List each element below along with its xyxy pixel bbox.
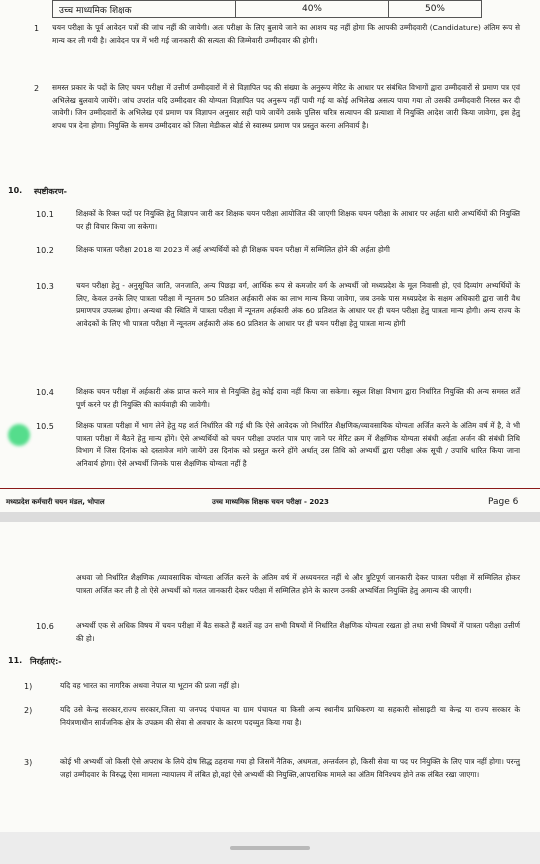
footer-rule xyxy=(0,488,540,489)
section-number: 11. xyxy=(8,656,23,665)
clause-10-5-continued: अथवा जो निर्धारित शैक्षणिक /व्यावसायिक योग्यता अर्जित करने के अंतिम वर्ष में अध्ययनरत नहीं थे और त्रुटिपूर्ण जानकारी देकर पात्रता परीक्षा में सम्मिलित होकर पात्रता अर्जित कर ली है तो ऐसे अभ्यर्थी को गलत जानकारी देकर परीक्षा में सम्मिलित होने के कारण उनकी अभ्यर्थिता नियुक्ति हेतु अमान्य की जाएगी। xyxy=(76,573,520,595)
clause-10-6: अभ्यर्थी एक से अधिक विषय में चयन परीक्षा में बैठ सकते हैं बशर्ते वह उन सभी विषयों में निर्धारित शैक्षणिक योग्यता रखता हो तथा सभी विषयों में पात्रता परीक्षा उत्तीर्ण की हो। xyxy=(76,621,520,643)
section-heading: निरर्हताएं:- xyxy=(30,657,62,666)
clause-10-1: शिक्षकों के रिक्त पदों पर नियुक्ति हेतु विज्ञापन जारी कर शिक्षक चयन परीक्षा आयोजित की जाएगी शिक्षक चयन परीक्षा के आधार पर अर्हता धारी अभ्यर्थियों की नियुक्ति पर ही विचार किया जा सकेगा। xyxy=(76,209,520,231)
document-page-7 xyxy=(0,522,540,832)
table-cell-value-1: 40% xyxy=(236,1,389,18)
section-heading: स्पष्टीकरण- xyxy=(34,187,67,196)
disqualification-number: 2) xyxy=(24,706,33,715)
disqualification-number: 1) xyxy=(24,682,33,691)
paragraph-1: चयन परीक्षा के पूर्व आवेदन पत्रों की जांच नहीं की जायेगी। अतः परीक्षा के लिए बुलाये जाने का आशय यह नहीं होगा कि आपकी उम्मीदवारी (Candidature) अंतिम रूप से मान्य कर ली गयी है। आवेदन पत्र में भरी गई जानकारी की सत्यता की जिम्मेवारी उम्मीदवार की होगी। xyxy=(52,23,520,45)
footer-page-number: Page 6 xyxy=(488,497,519,507)
home-indicator[interactable] xyxy=(230,846,310,850)
clause-number: 10.3 xyxy=(36,282,54,291)
clause-10-4: शिक्षक चयन परीक्षा में अर्हकारी अंक प्राप्त करने मात्र से नियुक्ति हेतु कोई दावा नहीं किया जा सकेगा। स्कूल शिक्षा विभाग द्वारा निर्धारित नियुक्ति की अन्य समस्त शर्तें पूर्ण करने पर ही नियुक्ति की कार्यवाही की जावेगी। xyxy=(76,387,520,409)
clause-10-3: चयन परीक्षा हेतु - अनुसूचित जाति, जनजाति, अन्य पिछड़ा वर्ग, आर्थिक रूप से कमजोर वर्ग के अभ्यर्थी जो मध्यप्रदेश के मूल निवासी हो, एवं दिव्यांग अभ्यर्थियों के लिए, केवल उनके लिए पात्रता परीक्षा में न्यूनतम 50 प्रतिशत अर्हकारी अंक का लाभ मान्य किया जावेगा, जब उनके पास मध्यप्रदेश के सक्षम अधिकारी द्वारा जारी वैध प्रमाणपत्र उपलब्ध होगा। अन्यथा की स्थिति में पात्रता परीक्षा में न्यूनतम अर्हकारी अंक 60 प्रतिशत के आधार पर ही चयन परीक्षा हेतु पात्रता मान्य होगी। अन्य राज्य के आवेदकों के लिए भी पात्रता परीक्षा में न्यूनतम अर्हकारी अंक 60 प्रतिशत के आधार पर ही चयन परीक्षा हेतु पात्रता मान्य होगी xyxy=(76,281,520,328)
disqualification-1: यदि वह भारत का नागरिक अथवा नेपाल या भूटान की प्रजा नहीं हो। xyxy=(60,681,240,690)
bottom-bar xyxy=(0,832,540,864)
highlight-marker xyxy=(8,424,30,446)
footer-board-name: मध्यप्रदेश कर्मचारी चयन मंडल, भोपाल xyxy=(6,498,105,506)
clause-number: 10.5 xyxy=(36,422,54,431)
disqualification-number: 3) xyxy=(24,758,33,767)
item-number: 2 xyxy=(34,84,40,93)
clause-number: 10.4 xyxy=(36,388,54,397)
paragraph-2: समस्त प्रकार के पदों के लिए चयन परीक्षा में उत्तीर्ण उम्मीदवारों में से विज्ञापित पद की संख्या के अनुरूप मेरिट के आधार पर संबंधित विभागों द्वारा उम्मीदवारों से प्रमाण पत्र एवं अभिलेख बुलवाये जायेंगे। जांच उपरांत यदि उम्मीदवार की योग्यता विज्ञापित पद अनुरूप नहीं पायी गई या कोई अभिलेख असत्य पाया गया तो उसकी उम्मीदवारी निरस्त कर दी जावेगी। जिन उम्मीदवारों के अभिलेख एवं प्रमाण पत्र विज्ञापन अनुसार सही पाये जायेंगे उसके पुलिस चरित्र सत्यापन की प्रत्याशा में नियुक्ति आदेश जारी किया जावेगा, इस हेतु शपथ पत्र देना होगा। नियुक्ति के समय उम्मीदवार को जिला मेडीकल बोर्ड से स्वास्थ्य प्रमाण पत्र प्रस्तुत करना अनिवार्य है। xyxy=(52,83,520,130)
clause-number: 10.2 xyxy=(36,246,54,255)
disqualification-2: यदि उसे केन्द्र सरकार,राज्य सरकार,जिला या जनपद पंचायत या ग्राम पंचायत या किसी अन्य स्थानीय प्राधिकरण या सहकारी सोसाइटी या केन्द्र या राज्य सरकार के नियंत्रणाधीन सार्वजनिक क्षेत्र के उपक्रम की सेवा से अवचार के कारण पदच्युत किया गया है। xyxy=(60,705,520,727)
qualification-table xyxy=(52,0,482,18)
disqualification-3: कोई भी अभ्यर्थी जो किसी ऐसे अपराध के लिये दोष सिद्ध ठहराया गया हो जिसमें नैतिक, अधमता, अन्तर्वलन हो, किसी सेवा या पद पर नियुक्ति के लिए पात्र नहीं होगा। परन्तु जहां उम्मीदवार के विरुद्ध ऐसा मामला न्यायालय में लंबित हो,वहां ऐसे अभ्यर्थी की नियुक्ति,आपराधिक मामले का अंतिम विनिश्चय होने तक लंबित रखा जाएगा। xyxy=(60,757,520,779)
item-number: 1 xyxy=(34,24,40,33)
table-cell-value-2: 50% xyxy=(389,1,482,18)
clause-10-5: शिक्षक पात्रता परीक्षा में भाग लेने हेतु यह शर्त निर्धारित की गई थी कि ऐसे आवेदक जो निर्धारित शैक्षणिक/व्यावसायिक योग्यता अर्जित करने के अंतिम वर्ष में है, वे भी पात्रता परीक्षा में बैठने हेतु मान्य होंगे। ऐसे अभ्यर्थियों को चयन परीक्षा उपरांत पात्र पाए जाने पर मेरिट क्रम में शैक्षणिक योग्यता संबंधी अर्हता अर्जन की संबंधी तिथि विभाग में जिस दिनांक को दस्तावेज मांगे जायेंगे उस दिनांक को प्रस्तुत करने होंगे अर्थात् उस तिथि को अभ्यर्थी द्वारा परीक्षा अंक सूची / उपाधि धारित किया जाना अनिवार्य होगा। ऐसे अभ्यर्थी जिनके पास शैक्षणिक योग्यता नहीं है xyxy=(76,421,520,468)
footer-exam-name: उच्च माध्यमिक शिक्षक चयन परीक्षा - 2023 xyxy=(212,498,329,506)
section-number: 10. xyxy=(8,186,23,195)
clause-number: 10.1 xyxy=(36,210,54,219)
table-cell-label: उच्च माध्यमिक शिक्षक xyxy=(53,1,236,18)
clause-number: 10.6 xyxy=(36,622,54,631)
clause-10-2: शिक्षक पात्रता परीक्षा 2018 या 2023 में अर्ह अभ्यर्थियों को ही शिक्षक चयन परीक्षा में सम्मिलित होने की अर्हता होगी xyxy=(76,245,390,254)
